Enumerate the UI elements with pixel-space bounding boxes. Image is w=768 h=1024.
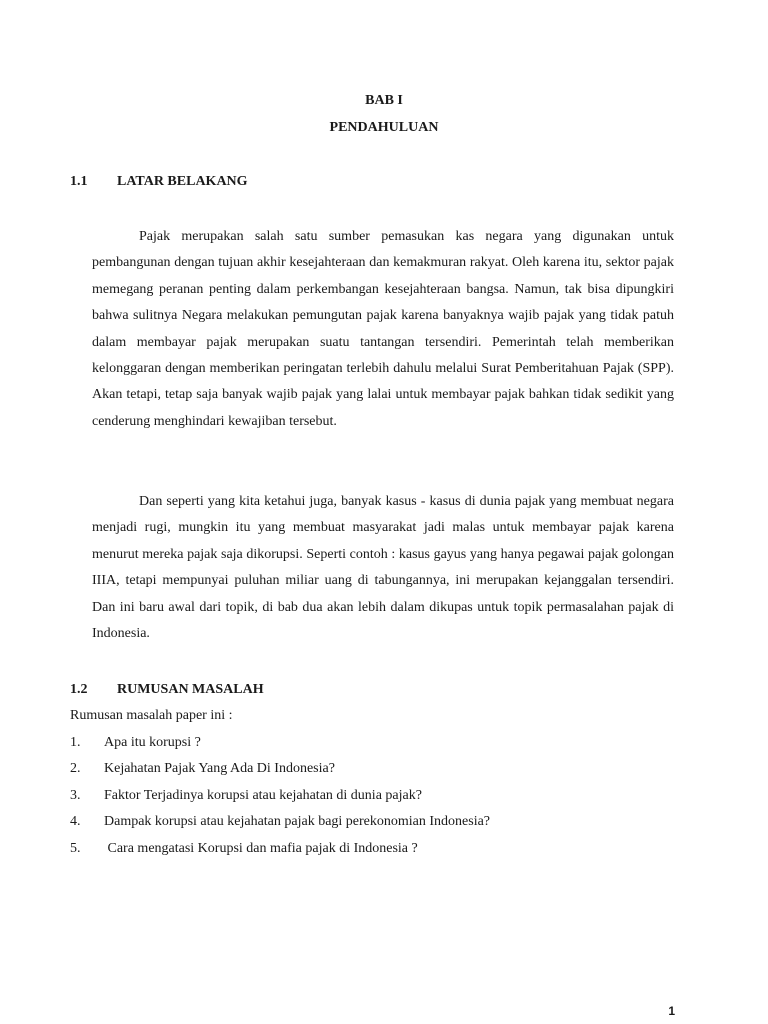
list-item-number: 3. — [70, 787, 81, 803]
section-title: LATAR BELAKANG — [117, 174, 248, 189]
section-number: 1.1 — [70, 174, 88, 189]
question-list — [70, 734, 490, 866]
list-item — [70, 840, 490, 866]
list-item — [70, 760, 490, 786]
list-item-text: Apa itu korupsi ? — [104, 735, 201, 750]
paragraph: Pajak merupakan salah satu sumber pemasukan kas negara yang digunakan untuk pembangunan dengan tujuan akhir kesejahteraan dan kemakmuran rakyat. Oleh karena itu, sektor pajak memegang peranan penting dalam perkembangan kesejahteraan bangsa. Namun, tak bisa dipungkiri bahwa sulitnya Negara melakukan pemungutan pajak karena banyaknya wajib pajak yang tidak patuh dalam membayar pajak merupakan suatu tantangan tersendiri. Pemerintah telah memberikan kelonggaran dengan memberikan peringatan terlebih dahulu melalui Surat Pemberitahuan Pajak (SPP). Akan tetapi, tetap saja banyak wajib pajak yang lalai untuk membayar pajak bahkan tidak sedikit yang cenderung menghindari kewajiban tersebut. — [92, 229, 674, 429]
list-item-text: Cara mengatasi Korupsi dan mafia pajak di Indonesia ? — [104, 840, 418, 856]
list-item — [70, 734, 490, 760]
page-number: 1 — [668, 1004, 675, 1018]
list-item-number: 5. — [70, 840, 81, 856]
chapter-title: PENDAHULUAN — [329, 120, 439, 135]
section-heading-rumusan-masalah — [70, 682, 264, 698]
list-item-number: 1. — [70, 735, 81, 750]
section-number: 1.2 — [70, 682, 88, 697]
list-item-text: Faktor Terjadinya korupsi atau kejahatan di dunia pajak? — [104, 787, 422, 803]
list-item-number: 2. — [70, 761, 81, 777]
section-heading-latar-belakang — [70, 174, 248, 190]
list-item-text: Dampak korupsi atau kejahatan pajak bagi perekonomian Indonesia? — [104, 814, 491, 830]
list-item-text: Kejahatan Pajak Yang Ada Di Indonesia? — [104, 761, 335, 777]
paragraph: Dan seperti yang kita ketahui juga, banyak kasus - kasus di dunia pajak yang membuat negara menjadi rugi, mungkin itu yang membuat masyarakat jadi malas untuk membayar pajak karena menurut mereka pajak saja dikorupsi. Seperti contoh : kasus gayus yang hanya pegawai pajak golongan IIIA, tetapi mempunyai puluhan miliar uang di tabungannya, ini merupakan kejanggalan tersendiri. Dan ini baru awal dari topik, di bab dua akan lebih dalam dikupas untuk topik permasalahan pajak di Indonesia. — [92, 494, 674, 642]
list-item — [70, 813, 490, 839]
chapter-label: BAB I — [365, 93, 403, 108]
list-item-number: 4. — [70, 814, 81, 830]
list-item — [70, 787, 490, 813]
list-intro: Rumusan masalah paper ini : — [70, 708, 233, 723]
section-title: RUMUSAN MASALAH — [117, 682, 264, 697]
